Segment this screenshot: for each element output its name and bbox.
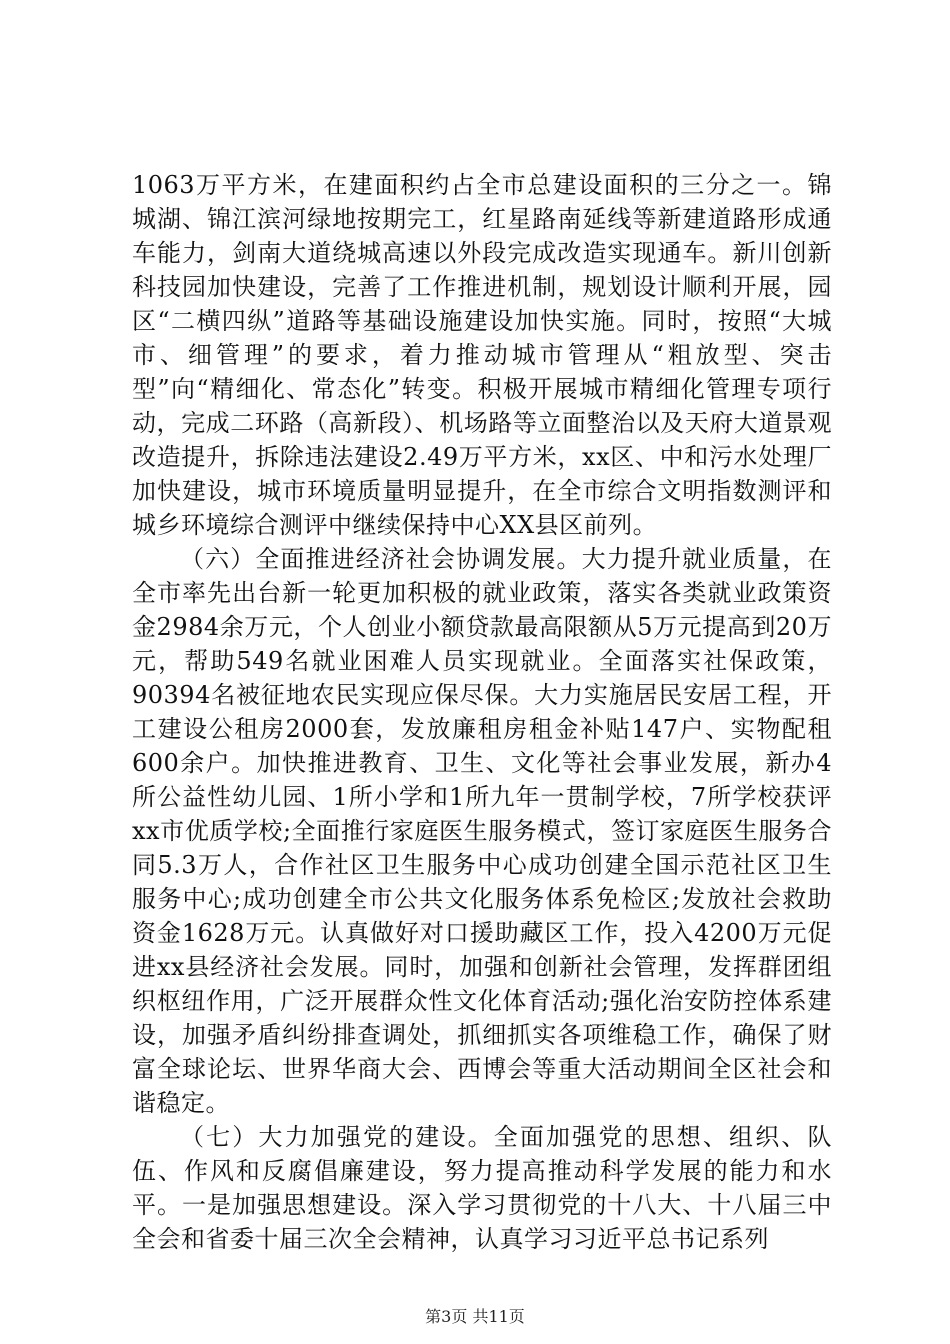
paragraph-section-six: （六）全面推进经济社会协调发展。大力提升就业质量，在全市率先出台新一轮更加积极的就业政策，落实各类就业政策资金2984余万元，个人创业小额贷款最高限额从5万元提高到20万元，帮助549名就业困难人员实现就业。全面落实社保政策，90394名被征地农民实现应保尽保。大力实施居民安居工程，开工建设公租房2000套，发放廉租房租金补贴147户、实物配租600余户。加快推进教育、卫生、文化等社会事业发展，新办4所公益性幼儿园、1所小学和1所九年一贯制学校，7所学校获评xx市优质学校;全面推行家庭医生服务模式，签订家庭医生服务合同5.3万人，合作社区卫生服务中心成功创建全国示范社区卫生服务中心;成功创建全市公共文化服务体系免检区;发放社会救助资金1628万元。认真做好对口援助藏区工作，投入4200万元促进xx县经济社会发展。同时，加强和创新社会管理，发挥群团组织枢纽作用，广泛开展群众性文化体育活动;强化治安防控体系建设，加强矛盾纠纷排查调处，抓细抓实各项维稳工作，确保了财富全球论坛、世界华商大会、西博会等重大活动期间全区社会和谐稳定。 [132, 545, 832, 1117]
document-body [132, 168, 832, 1256]
page-number-footer: 第3页 共11页 [425, 1307, 525, 1326]
paragraph-section-seven: （七）大力加强党的建设。全面加强党的思想、组织、队伍、作风和反腐倡廉建设，努力提高推动科学发展的能力和水平。一是加强思想建设。深入学习贯彻党的十八大、十八届三中全会和省委十届三次全会精神，认真学习习近平总书记系列 [132, 1123, 832, 1253]
paragraph-urban-construction: 1063万平方米，在建面积约占全市总建设面积的三分之一。锦城湖、锦江滨河绿地按期完工，红星路南延线等新建道路形成通车能力，剑南大道绕城高速以外段完成改造实现通车。新川创新科技园加快建设，完善了工作推进机制，规划设计顺利开展，园区“二横四纵”道路等基础设施建设加快实施。同时，按照“大城市、细管理”的要求，着力推动城市管理从“粗放型、突击型”向“精细化、常态化”转变。积极开展城市精细化管理专项行动，完成二环路（高新段）、机场路等立面整治以及天府大道景观改造提升，拆除违法建设2.49万平方米，xx区、中和污水处理厂加快建设，城市环境质量明显提升，在全市综合文明指数测评和城乡环境综合测评中继续保持中心XX县区前列。 [132, 171, 832, 539]
